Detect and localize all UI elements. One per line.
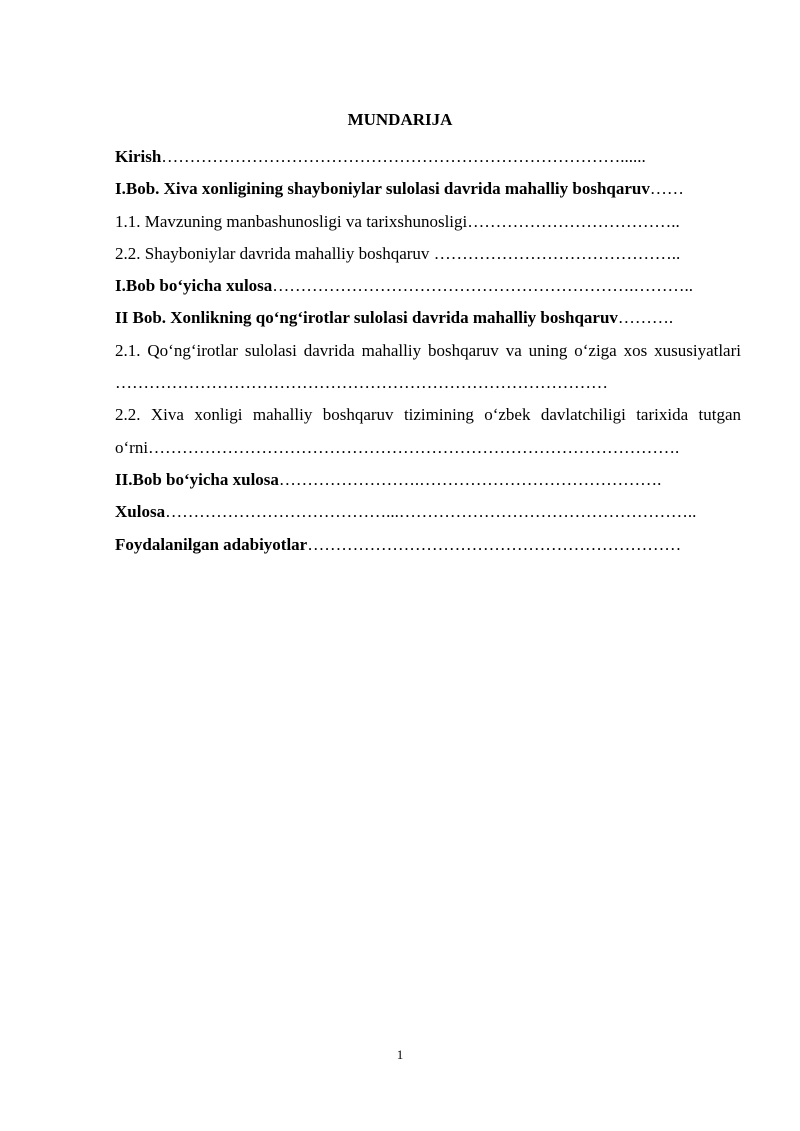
toc-leader-dots: ………………………………………………………… bbox=[307, 534, 682, 554]
toc-entry-chapter-1[interactable] bbox=[115, 173, 741, 205]
toc-leader-dots: ……………………………….. bbox=[467, 211, 680, 231]
toc-entry-chapter-2[interactable] bbox=[115, 302, 741, 334]
toc-entry-xulosa[interactable] bbox=[115, 496, 741, 528]
toc-entry-kirish[interactable] bbox=[115, 141, 741, 173]
toc-entry-label: 1.1. Mavzuning manbashunosligi va tarixshunosligi bbox=[115, 211, 468, 231]
toc-entry-label: II.Bob bo‘yicha xulosa bbox=[115, 469, 279, 489]
toc-entry-label: 2.2. Shayboniylar davrida mahalliy boshqaruv bbox=[115, 243, 434, 263]
toc-entry-2-1[interactable] bbox=[115, 335, 741, 400]
toc-entry-bibliography[interactable] bbox=[115, 529, 741, 561]
toc-entry-label: I.Bob. Xiva xonligining shayboniylar sulolasi davrida mahalliy boshqaruv bbox=[115, 179, 650, 199]
toc-leader-dots: …… bbox=[649, 179, 684, 199]
toc-entry-label: Kirish bbox=[115, 147, 162, 166]
toc-entry-1-1[interactable] bbox=[115, 206, 741, 238]
toc-leader-dots: ………………………………………………………………………...... bbox=[161, 147, 646, 166]
toc-entry-chapter-2-conclusion[interactable] bbox=[115, 464, 741, 496]
toc-entry-label: 2.2. Xiva xonligi mahalliy boshqaruv tizimining o‘zbek davlatchiligi tarixida tutgan o‘rni bbox=[115, 405, 741, 457]
toc-entry-label: 2.1. Qo‘ng‘irotlar sulolasi davrida mahalliy boshqaruv va uning o‘ziga xos xususiyatlari bbox=[115, 340, 741, 360]
toc-entry-chapter-1-conclusion[interactable] bbox=[115, 270, 741, 302]
page-title: MUNDARIJA bbox=[347, 110, 453, 129]
toc-leader-dots: …………………………………………………………………………… bbox=[115, 373, 608, 393]
toc-leader-dots: ………. bbox=[617, 308, 674, 328]
toc-leader-dots: ……………………………………………………….……….. bbox=[272, 276, 694, 296]
toc-entry-label: II Bob. Xonlikning qo‘ng‘irotlar sulolasi davrida mahalliy boshqaruv bbox=[115, 308, 618, 328]
table-of-contents bbox=[115, 141, 741, 561]
toc-entry-2-2-xiva[interactable] bbox=[115, 399, 741, 464]
toc-entry-label: Xulosa bbox=[115, 502, 166, 522]
toc-leader-dots: …………………………………...…………………………………………….. bbox=[165, 502, 697, 522]
toc-leader-dots: …………………………………………………………………………………. bbox=[148, 437, 680, 457]
toc-entry-label: Foydalanilgan adabiyotlar bbox=[115, 534, 308, 554]
toc-entry-2-2-shayboniylar[interactable] bbox=[115, 238, 741, 270]
toc-entry-label: I.Bob bo‘yicha xulosa bbox=[115, 276, 273, 296]
toc-leader-dots: …………………….……………………………………. bbox=[278, 469, 662, 489]
toc-leader-dots: …………………………………….. bbox=[433, 243, 681, 263]
page-number: 1 bbox=[396, 1047, 404, 1062]
